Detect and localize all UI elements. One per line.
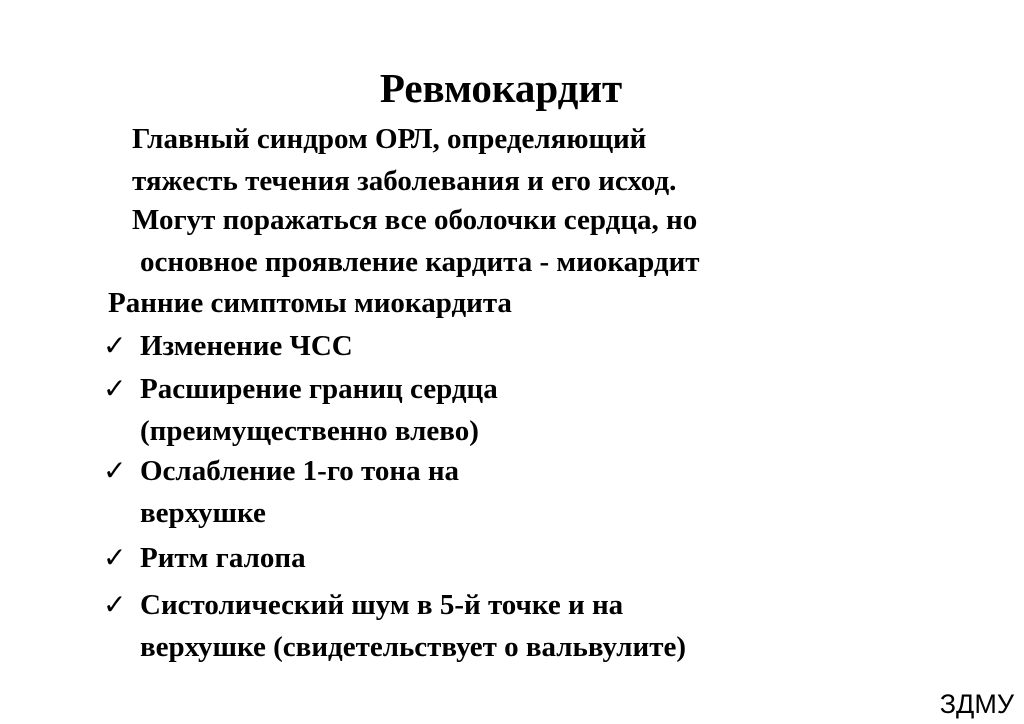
checklist-item-text: верхушке (свидетельствует о вальвулите): [140, 631, 687, 663]
checklist-item-text: Систолический шум в 5-й точке и на: [140, 589, 624, 621]
section-heading: Ранние симптомы миокардита: [108, 287, 512, 319]
checkmark-icon: ✓: [103, 541, 127, 574]
checklist-item-text: верхушке: [140, 497, 266, 529]
checklist-item-text: Ослабление 1-го тона на: [140, 455, 460, 487]
intro-paragraph-line: Могут поражаться все оболочки сердца, но: [132, 204, 698, 236]
intro-paragraph-orl: [132, 118, 676, 202]
intro-paragraph-line: основное проявление кардита - миокардит: [140, 246, 700, 278]
checklist-item-text: (преимущественно влево): [140, 415, 479, 447]
intro-paragraph-line: Главный синдром ОРЛ, определяющий: [132, 123, 647, 155]
checklist-item-text: Ритм галопа: [140, 542, 306, 574]
checkmark-icon: ✓: [103, 372, 127, 405]
checkmark-icon: ✓: [103, 588, 127, 621]
slide-title: Ревмокардит: [379, 65, 623, 111]
intro-paragraph-myocarditis: [132, 199, 700, 283]
footer-tag: ЗДМУ: [939, 689, 1014, 719]
intro-paragraph-line: тяжесть течения заболевания и его исход.: [132, 165, 677, 197]
checkmark-icon: ✓: [103, 329, 127, 362]
checkmark-icon: ✓: [103, 454, 127, 487]
checklist-item-text: Расширение границ сердца: [140, 373, 498, 405]
checklist-item-text: Изменение ЧСС: [140, 330, 353, 362]
